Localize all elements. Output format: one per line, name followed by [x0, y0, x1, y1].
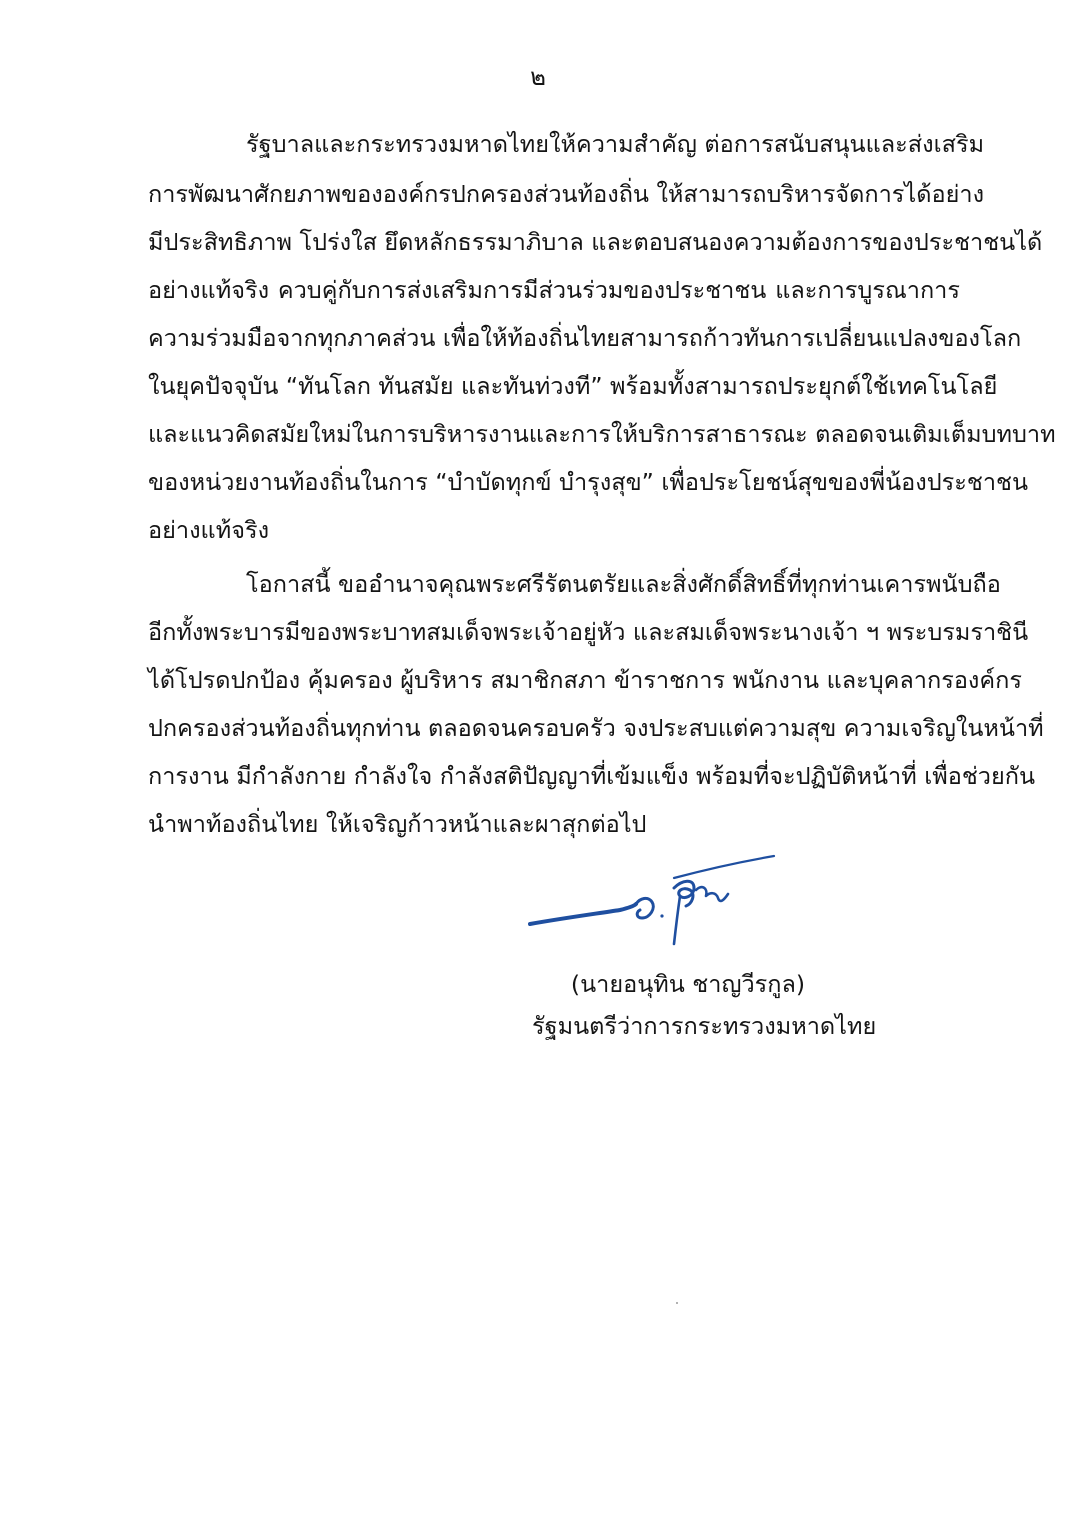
paragraph-line: อย่างแท้จริง: [148, 516, 270, 544]
paragraph-line: มีประสิทธิภาพ โปร่งใส ยึดหลักธรรมาภิบาล และตอบสนองความต้องการของประชาชนได้: [148, 228, 1043, 256]
paragraph-line: ปกครองส่วนท้องถิ่นทุกท่าน ตลอดจนครอบครัว จงประสบแต่ความสุข ความเจริญในหน้าที่: [148, 714, 1044, 742]
paragraph-line: ความร่วมมือจากทุกภาคส่วน เพื่อให้ท้องถิ่นไทยสามารถก้าวทันการเปลี่ยนแปลงของโลก: [148, 324, 1022, 352]
page-number: ๒: [530, 63, 546, 91]
paragraph-line: นำพาท้องถิ่นไทย ให้เจริญก้าวหน้าและผาสุกต่อไป: [148, 810, 647, 838]
paragraph-line: ได้โปรดปกป้อง คุ้มครอง ผู้บริหาร สมาชิกสภา ข้าราชการ พนักงาน และบุคลากรองค์กร: [148, 666, 1022, 694]
handwritten-signature: [524, 848, 784, 958]
paragraph-line: การพัฒนาศักยภาพขององค์กรปกครองส่วนท้องถิ่น ให้สามารถบริหารจัดการได้อย่าง: [148, 180, 985, 208]
paragraph-line: อีกทั้งพระบารมีของพระบาทสมเด็จพระเจ้าอยู่หัว และสมเด็จพระนางเจ้า ฯ พระบรมราชินี: [148, 618, 1029, 646]
paragraph-line: โอกาสนี้ ขออำนาจคุณพระศรีรัตนตรัยและสิ่งศักดิ์สิทธิ์ที่ทุกท่านเคารพนับถือ: [246, 570, 1001, 598]
paragraph-line: ของหน่วยงานท้องถิ่นในการ “บำบัดทุกข์ บำรุงสุข” เพื่อประโยชน์สุขของพี่น้องประชาชน: [148, 468, 1029, 496]
paragraph-line: รัฐบาลและกระทรวงมหาดไทยให้ความสำคัญ ต่อการสนับสนุนและส่งเสริม: [246, 130, 985, 158]
paragraph-line: และแนวคิดสมัยใหม่ในการบริหารงานและการให้บริการสาธารณะ ตลอดจนเติมเต็มบทบาท: [148, 420, 1056, 448]
paragraph-line: ในยุคปัจจุบัน “ทันโลก ทันสมัย และทันท่วงที” พร้อมทั้งสามารถประยุกต์ใช้เทคโนโลยี: [148, 372, 998, 400]
paragraph-line: อย่างแท้จริง ควบคู่กับการส่งเสริมการมีส่วนร่วมของประชาชน และการบูรณาการ: [148, 276, 960, 304]
scan-speck: [676, 1302, 678, 1304]
signatory-title: รัฐมนตรีว่าการกระทรวงมหาดไทย: [532, 1012, 877, 1040]
signatory-name: (นายอนุทิน ชาญวีรกูล): [570, 970, 806, 998]
paragraph-line: การงาน มีกำลังกาย กำลังใจ กำลังสติปัญญาที่เข้มแข็ง พร้อมที่จะปฏิบัติหน้าที่ เพื่อช่วยกัน: [148, 762, 1036, 790]
